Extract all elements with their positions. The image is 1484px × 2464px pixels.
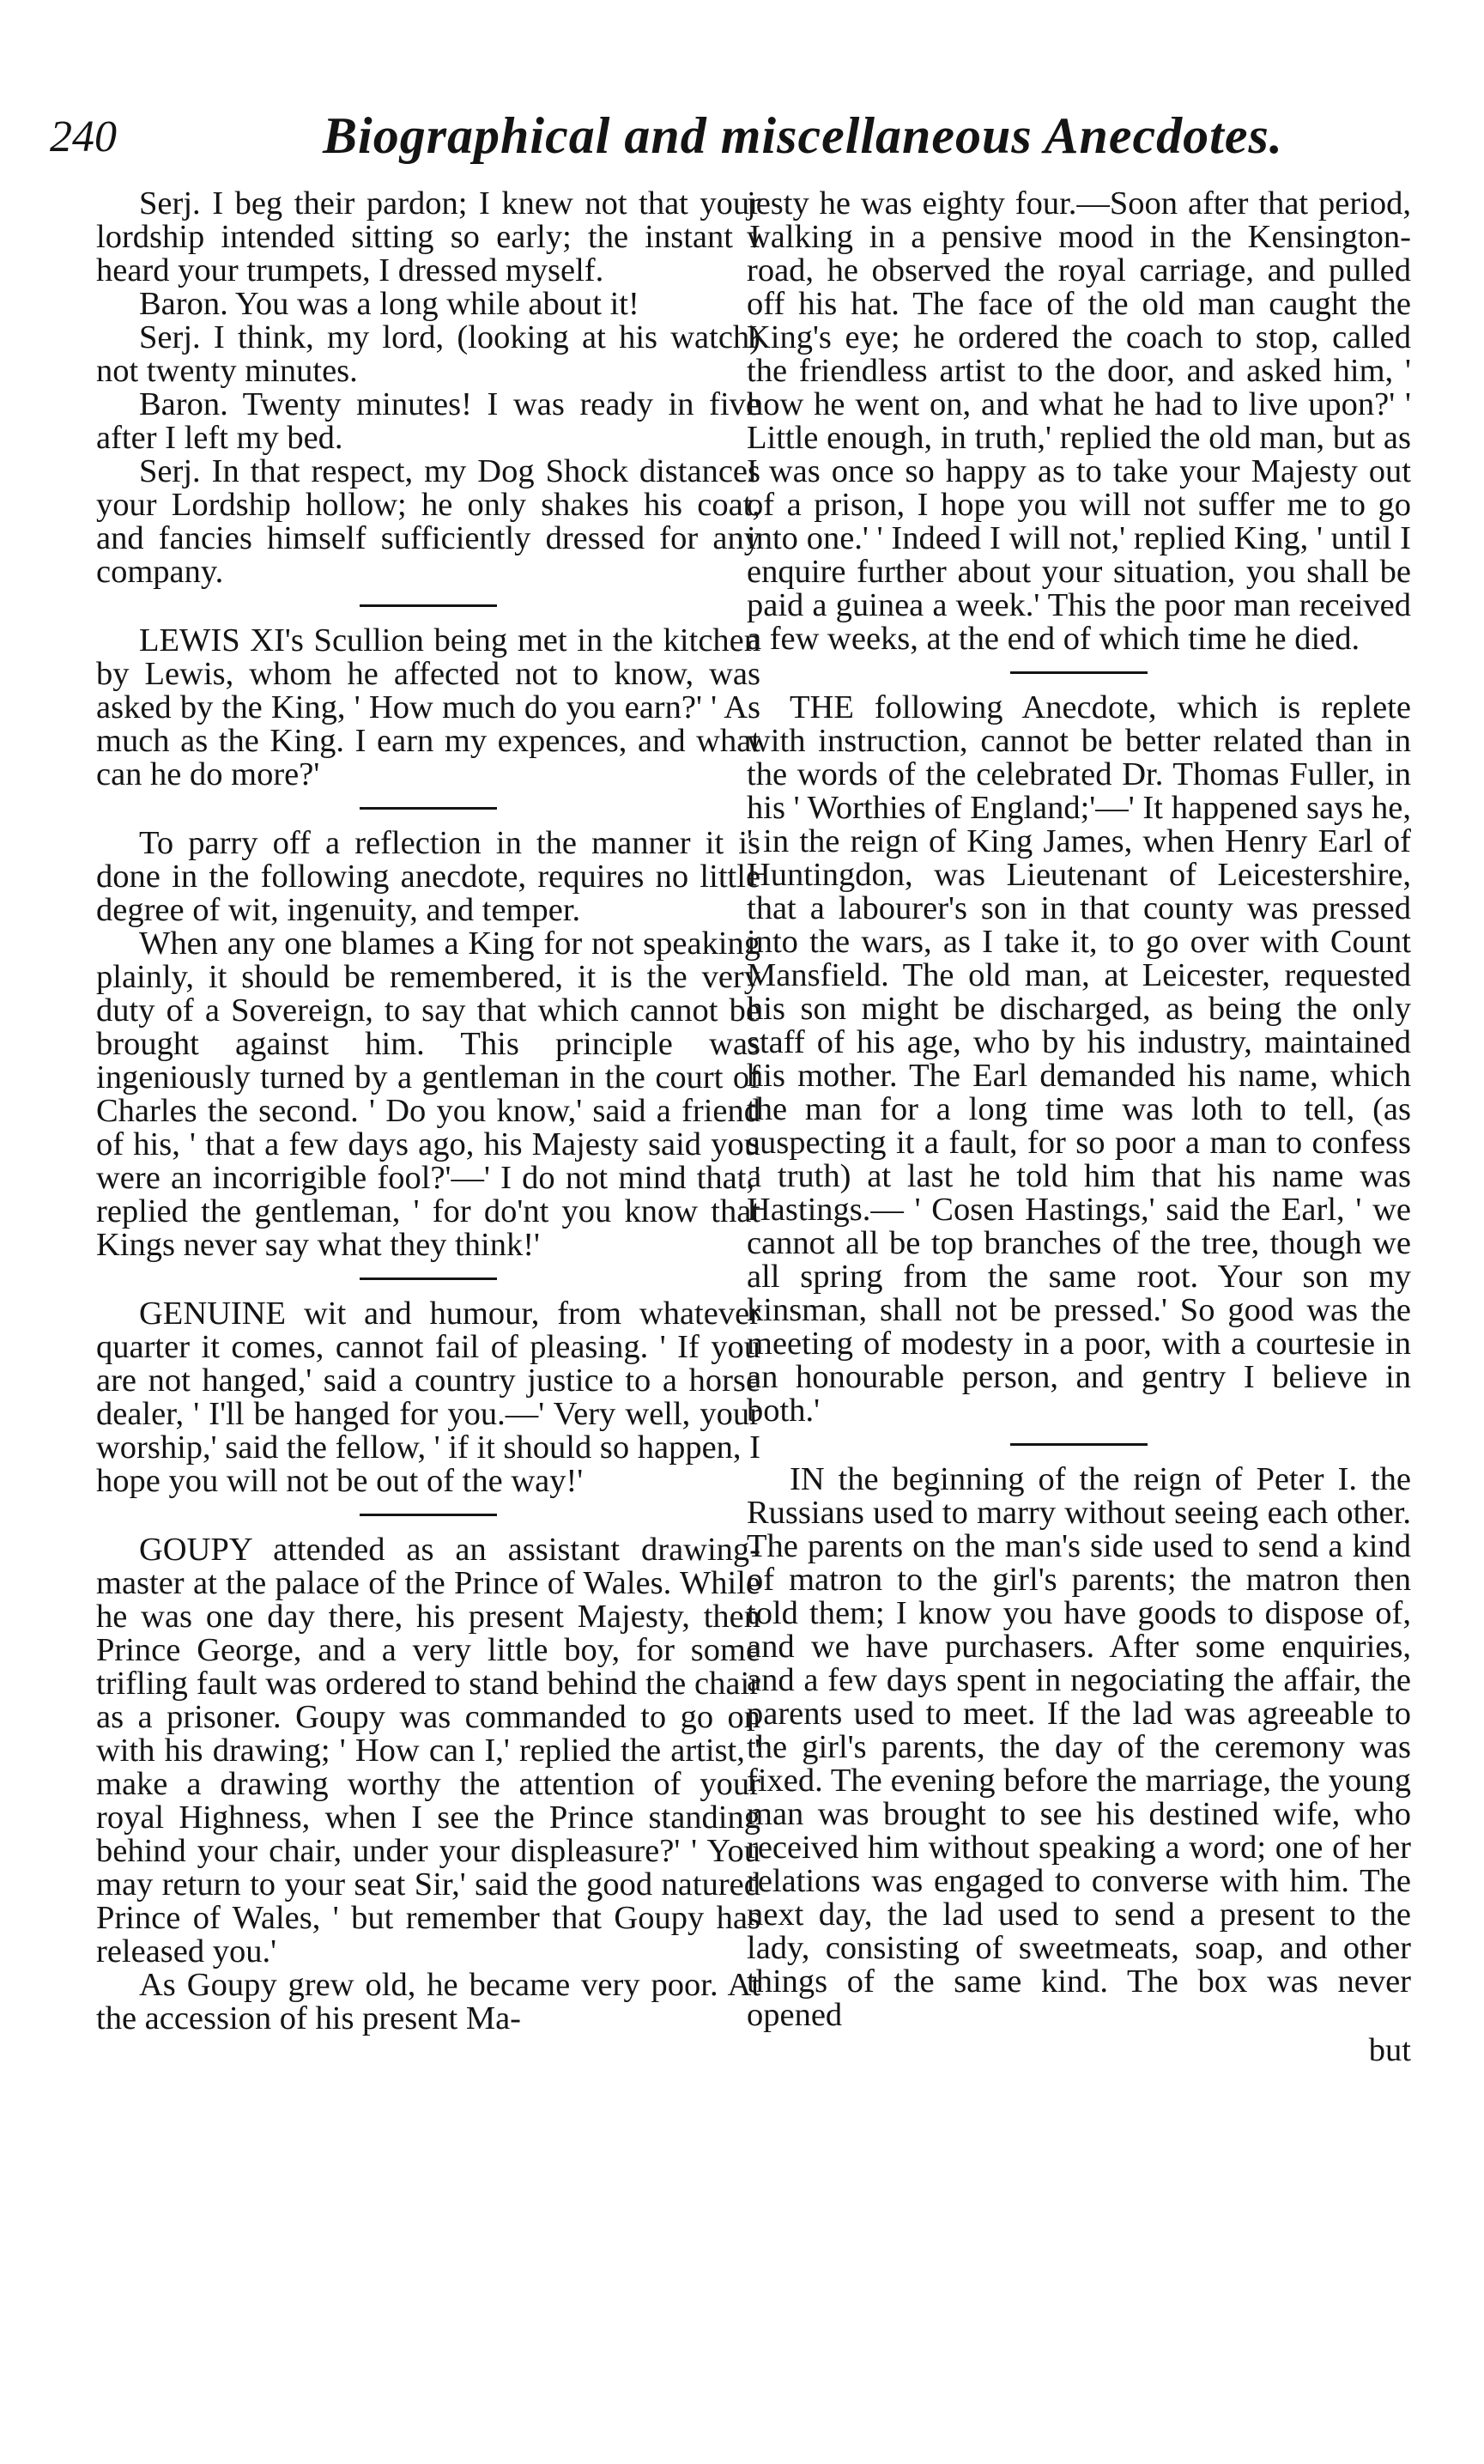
left-column	[96, 187, 760, 2036]
section-divider	[1010, 1443, 1148, 1446]
running-title: Biographical and miscellaneous Anecdotes.	[323, 107, 1283, 164]
section-divider	[360, 1278, 497, 1280]
anecdote-paragraph: Baron. You was a long while about it!	[139, 286, 639, 322]
anecdote-paragraph: As Goupy grew old, he became very poor. At the accession of his present Ma-	[96, 1967, 760, 2036]
anecdote-paragraph: LEWIS XI's Scullion being met in the kitchen by Lewis, whom he affected not to know, was asked by the King, ' How much do you earn?' ' As much as the King. I earn my expences, and what can he do more?'	[96, 622, 760, 792]
anecdote-paragraph: Serj. I think, my lord, (looking at his watch) not twenty minutes.	[96, 319, 760, 389]
anecdote-paragraph: THE following Anecdote, which is replete with instruction, cannot be better related than in the words of the celebrated Dr. Thomas Fuller, in his ' Worthies of England;'—' It happened says he, ' in the reign of King James, when Henry Earl of Huntingdon, was Lieutenant of Leicestershire, that a labourer's son in that county was pressed into the wars, as I take it, to go over with Count Mansfield. The old man, at Leicester, requested his son might be discharged, as being the only staff of his age, who by his industry, maintained his mother. The Earl demanded his name, which the man for a long time was loth to tell, (as suspecting it a fault, for so poor a man to confess a truth) at last he told him that his name was Hastings.— ' Cosen Hastings,' said the Earl, ' we cannot all be top branches of the tree, though we all spring from the same root. Your son my kinsman, shall not be pressed.' So good was the meeting of modesty in a poor, with a courtesie in an honourable person, and gentry I believe in both.'	[747, 689, 1411, 1429]
right-column	[747, 187, 1411, 2067]
section-divider	[360, 604, 497, 607]
anecdote-paragraph: GENUINE wit and humour, from whatever quarter it comes, cannot fail of pleasing. ' If you are not hanged,' said a country justice to a horse dealer, ' I'll be hanged for you.—' Very well, your worship,' said the fellow, ' if it should so happen, I hope you will not be out of the way!'	[96, 1296, 760, 1499]
running-header	[50, 107, 1389, 189]
anecdote-paragraph: jesty he was eighty four.—Soon after that period, walking in a pensive mood in the Kensington-road, he observed the royal carriage, and pulled off his hat. The face of the old man caught the King's eye; he ordered the coach to stop, called the friendless artist to the door, and asked him, ' how he went on, and what he had to live upon?' ' Little enough, in truth,' replied the old man, but as I was once so happy as to take your Majesty out of a prison, I hope you will not suffer me to go into one.' ' Indeed I will not,' replied King, ' until I enquire further about your situation, you shall be paid a guinea a week.' This the poor man received a few weeks, at the end of which time he died.	[747, 185, 1411, 657]
anecdote-paragraph: To parry off a reflection in the manner it is done in the following anecdote, requires no little degree of wit, ingenuity, and temper.	[96, 825, 760, 928]
section-divider	[1010, 671, 1148, 674]
anecdote-paragraph: IN the beginning of the reign of Peter I. the Russians used to marry without seeing each other. The parents on the man's side used to send a kind of matron to the girl's parents; the matron then told them; I know you have goods to dispose of, and we have purchasers. After some enquiries, and a few days spent in negociating the affair, the parents used to meet. If the lad was agreeable to the girl's parents, the day of the ceremony was fixed. The evening before the marriage, the young man was brought to see his destined wife, who received him without speaking a word; one of her relations was engaged to converse with him. The next day, the lad used to send a present to the lady, consisting of sweetmeats, soap, and other things of the same kind. The box was never opened	[747, 1461, 1411, 2033]
anecdote-paragraph: Serj. I beg their pardon; I knew not that your lordship intended sitting so early; the instant I heard your trumpets, I dressed myself.	[96, 185, 760, 288]
anecdote-paragraph: but	[1368, 2032, 1411, 2068]
anecdote-paragraph: GOUPY attended as an assistant drawing-master at the palace of the Prince of Wales. While he was one day there, his present Majesty, then Prince George, and a very little boy, for some trifling fault was ordered to stand behind the chair as a prisoner. Goupy was commanded to go on with his drawing; ' How can I,' replied the artist, ' make a drawing worthy the attention of your royal Highness, when I see the Prince standing behind your chair, under your displeasure?' ' You may return to your seat Sir,' said the good natured Prince of Wales, ' but remember that Goupy has released you.'	[96, 1532, 760, 1969]
page-number: 240	[50, 112, 117, 161]
section-divider	[360, 807, 497, 810]
anecdote-paragraph: When any one blames a King for not speaking plainly, it should be remembered, it is the very duty of a Sovereign, to say that which cannot be brought against him. This principle was ingeniously turned by a gentleman in the court of Charles the second. ' Do you know,' said a friend of his, ' that a few days ago, his Majesty said you were an incorrigible fool?'—' I do not mind that,' replied the gentleman, ' for do'nt you know that Kings never say what they think!'	[96, 926, 760, 1263]
anecdote-paragraph: Baron. Twenty minutes! I was ready in five after I left my bed.	[96, 386, 760, 456]
anecdote-paragraph: Serj. In that respect, my Dog Shock distances your Lordship hollow; he only shakes his coat, and fancies himself sufficiently dressed for any company.	[96, 453, 760, 590]
section-divider	[360, 1514, 497, 1516]
